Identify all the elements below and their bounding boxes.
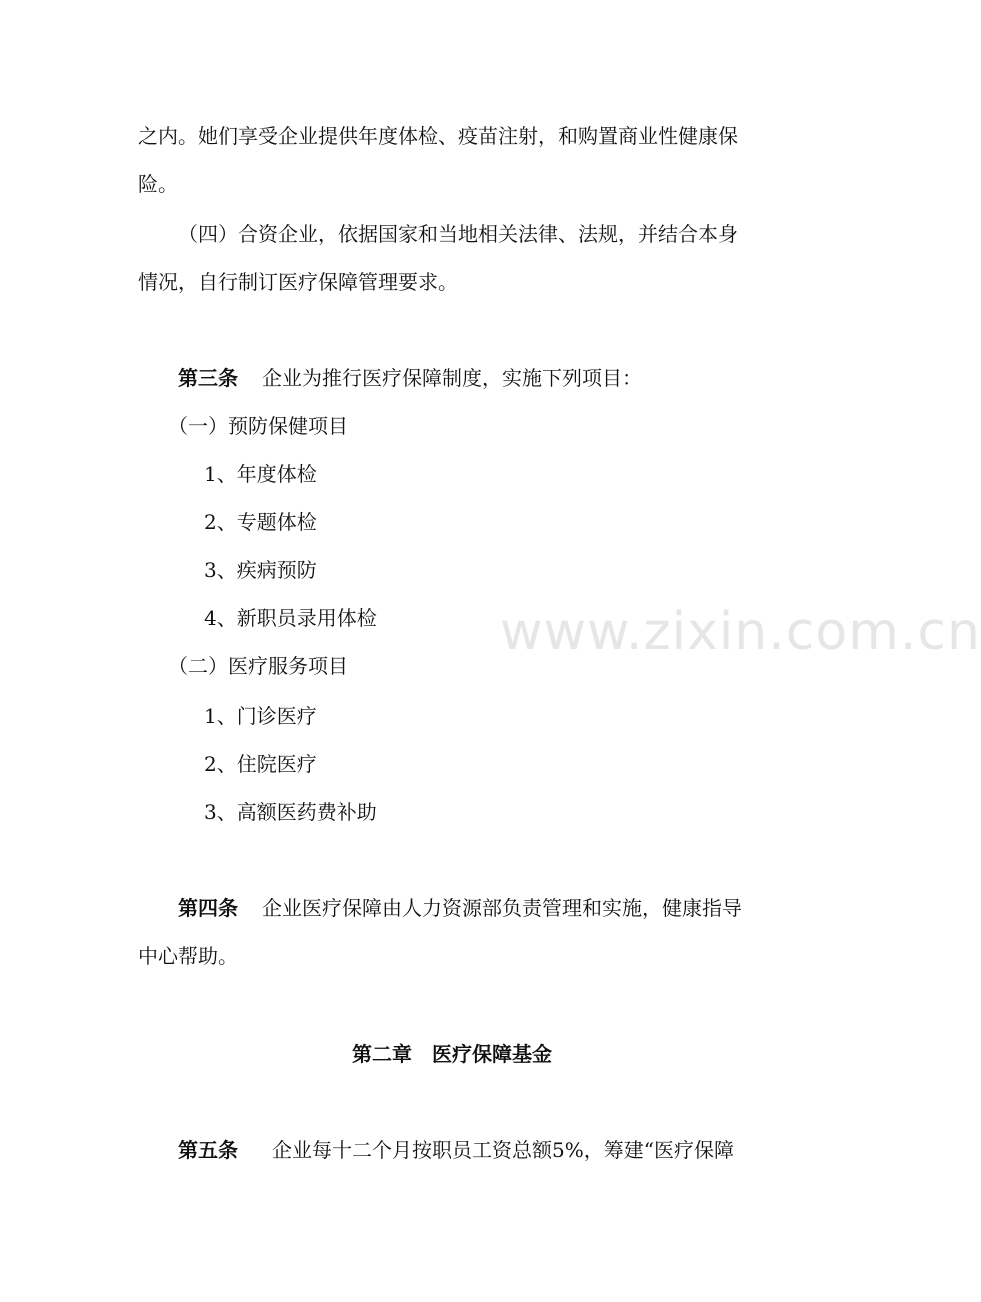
article-3 [178,364,642,392]
paragraph-line: （四）合资企业，依据国家和当地相关法律、法规，并结合本身 [178,222,738,246]
article-label: 第四条 [178,896,238,920]
section-title: （一）预防保健项目 [168,414,348,438]
chapter-title: 第二章 医疗保障基金 [352,1042,552,1066]
list-item: 4、新职员录用体检 [204,606,377,630]
watermark: www.zixin.com.cn [500,602,981,662]
paragraph-line: 险。 [138,172,178,196]
paragraph-line: 情况，自行制订医疗保障管理要求。 [138,270,458,294]
paragraph-line: 之内。她们享受企业提供年度体检、疫苗注射，和购置商业性健康保 [138,124,738,148]
article-label: 第三条 [178,366,238,390]
article-5 [178,1136,734,1164]
list-item: 1、年度体检 [204,462,317,486]
list-item: 3、高额医药费补助 [204,800,377,824]
paragraph-line: 中心帮助。 [138,944,238,968]
list-item: 2、专题体检 [204,510,317,534]
article-label: 第五条 [178,1138,238,1162]
list-item: 1、门诊医疗 [204,704,317,728]
article-4 [178,894,742,922]
list-item: 2、住院医疗 [204,752,317,776]
article-text: 企业每十二个月按职员工资总额5%，筹建“医疗保障 [272,1138,734,1162]
list-item: 3、疾病预防 [204,558,317,582]
section-title: （二）医疗服务项目 [168,654,348,678]
article-text: 企业医疗保障由人力资源部负责管理和实施，健康指导 [262,896,742,920]
article-text: 企业为推行医疗保障制度，实施下列项目： [262,366,642,390]
